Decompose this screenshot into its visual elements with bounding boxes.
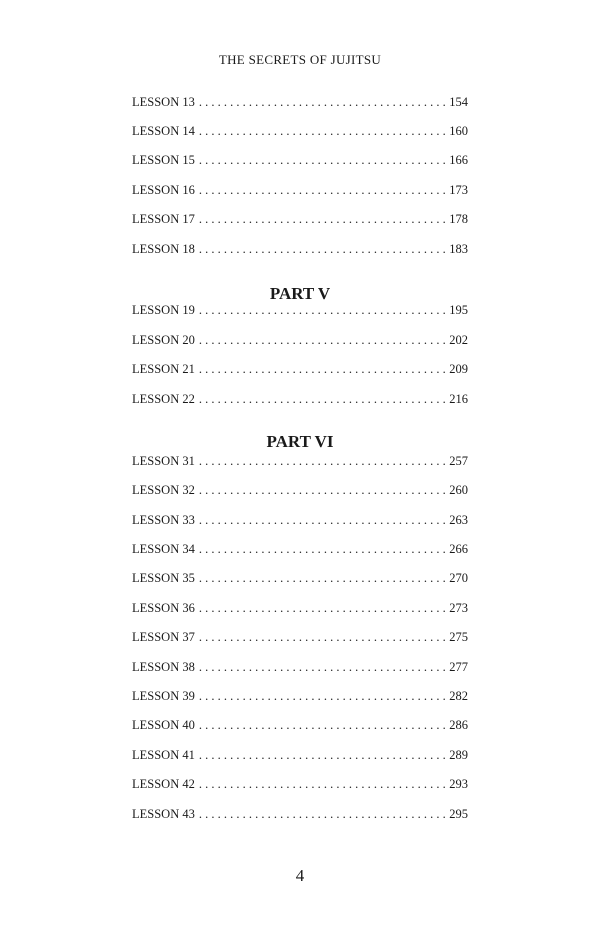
toc-entry [132, 658, 468, 676]
toc-entry-page: 277 [449, 660, 468, 674]
toc-entry-page: 160 [449, 124, 468, 138]
toc-entry [132, 775, 468, 793]
toc-entry-label: LESSON 13 [132, 95, 195, 109]
toc-entry-page: 286 [449, 718, 468, 732]
dot-leader [199, 93, 447, 111]
toc-entry-page: 282 [449, 689, 468, 703]
toc-entry-page: 270 [449, 571, 468, 585]
toc-entry-label: LESSON 35 [132, 571, 195, 585]
toc-entry-page: 216 [449, 392, 468, 406]
toc-entry-page: 173 [449, 183, 468, 197]
toc-entry [132, 540, 468, 558]
dot-leader [199, 481, 447, 499]
toc-entry-label: LESSON 31 [132, 454, 195, 468]
toc-entry-page: 195 [449, 303, 468, 317]
toc-entry-page: 295 [449, 807, 468, 821]
dot-leader [199, 240, 447, 258]
dot-leader [199, 452, 447, 470]
toc-entry-label: LESSON 21 [132, 362, 195, 376]
toc-entry [132, 599, 468, 617]
toc-entry [132, 122, 468, 140]
toc-entry-label: LESSON 15 [132, 153, 195, 167]
toc-entry-page: 202 [449, 333, 468, 347]
toc-entry-page: 266 [449, 542, 468, 556]
dot-leader [199, 181, 447, 199]
dot-leader [199, 716, 447, 734]
toc-entry-page: 293 [449, 777, 468, 791]
dot-leader [199, 210, 447, 228]
dot-leader [199, 331, 447, 349]
toc-entry-label: LESSON 32 [132, 483, 195, 497]
toc-entry-label: LESSON 42 [132, 777, 195, 791]
toc-entry [132, 301, 468, 319]
dot-leader [199, 569, 447, 587]
toc-entry [132, 240, 468, 258]
dot-leader [199, 628, 447, 646]
dot-leader [199, 122, 447, 140]
toc-entry [132, 181, 468, 199]
toc-entry-label: LESSON 40 [132, 718, 195, 732]
toc-entry [132, 93, 468, 111]
toc-entry-label: LESSON 18 [132, 242, 195, 256]
toc-entry-label: LESSON 34 [132, 542, 195, 556]
toc-entry-label: LESSON 36 [132, 601, 195, 615]
dot-leader [199, 746, 447, 764]
toc-entry-label: LESSON 33 [132, 513, 195, 527]
dot-leader [199, 687, 447, 705]
dot-leader [199, 360, 447, 378]
toc-entry-page: 257 [449, 454, 468, 468]
dot-leader [199, 301, 447, 319]
dot-leader [199, 540, 447, 558]
toc-entry [132, 452, 468, 470]
toc-entry-page: 154 [449, 95, 468, 109]
toc-entry [132, 481, 468, 499]
dot-leader [199, 599, 447, 617]
part-heading: PART VI [266, 432, 334, 451]
toc-entry-page: 275 [449, 630, 468, 644]
toc-entry-label: LESSON 14 [132, 124, 195, 138]
dot-leader [199, 390, 447, 408]
toc-entry-page: 178 [449, 212, 468, 226]
toc-entry-label: LESSON 16 [132, 183, 195, 197]
toc-entry [132, 716, 468, 734]
toc-entry [132, 746, 468, 764]
dot-leader [199, 511, 447, 529]
toc-entry [132, 210, 468, 228]
toc-entry-page: 289 [449, 748, 468, 762]
toc-entry [132, 331, 468, 349]
running-head-title: THE SECRETS OF JUJITSU [218, 52, 382, 67]
toc-entry [132, 390, 468, 408]
toc-entry-label: LESSON 20 [132, 333, 195, 347]
toc-entry [132, 360, 468, 378]
toc-entry [132, 151, 468, 169]
toc-entry-page: 260 [449, 483, 468, 497]
toc-entry-page: 166 [449, 153, 468, 167]
toc-entry [132, 687, 468, 705]
dot-leader [199, 151, 447, 169]
toc-entry [132, 628, 468, 646]
toc-entry [132, 805, 468, 823]
dot-leader [199, 775, 447, 793]
toc-entry [132, 569, 468, 587]
toc-entry [132, 511, 468, 529]
toc-entry-page: 273 [449, 601, 468, 615]
dot-leader [199, 805, 447, 823]
toc-entry-label: LESSON 19 [132, 303, 195, 317]
toc-entry-label: LESSON 39 [132, 689, 195, 703]
toc-entry-label: LESSON 17 [132, 212, 195, 226]
toc-entry-page: 209 [449, 362, 468, 376]
part-heading: PART V [269, 284, 331, 303]
toc-entry-page: 263 [449, 513, 468, 527]
toc-entry-label: LESSON 38 [132, 660, 195, 674]
page-number: 4 [295, 866, 305, 885]
toc-entry-label: LESSON 41 [132, 748, 195, 762]
dot-leader [199, 658, 447, 676]
toc-entry-label: LESSON 37 [132, 630, 195, 644]
toc-entry-page: 183 [449, 242, 468, 256]
toc-entry-label: LESSON 43 [132, 807, 195, 821]
toc-entry-label: LESSON 22 [132, 392, 195, 406]
